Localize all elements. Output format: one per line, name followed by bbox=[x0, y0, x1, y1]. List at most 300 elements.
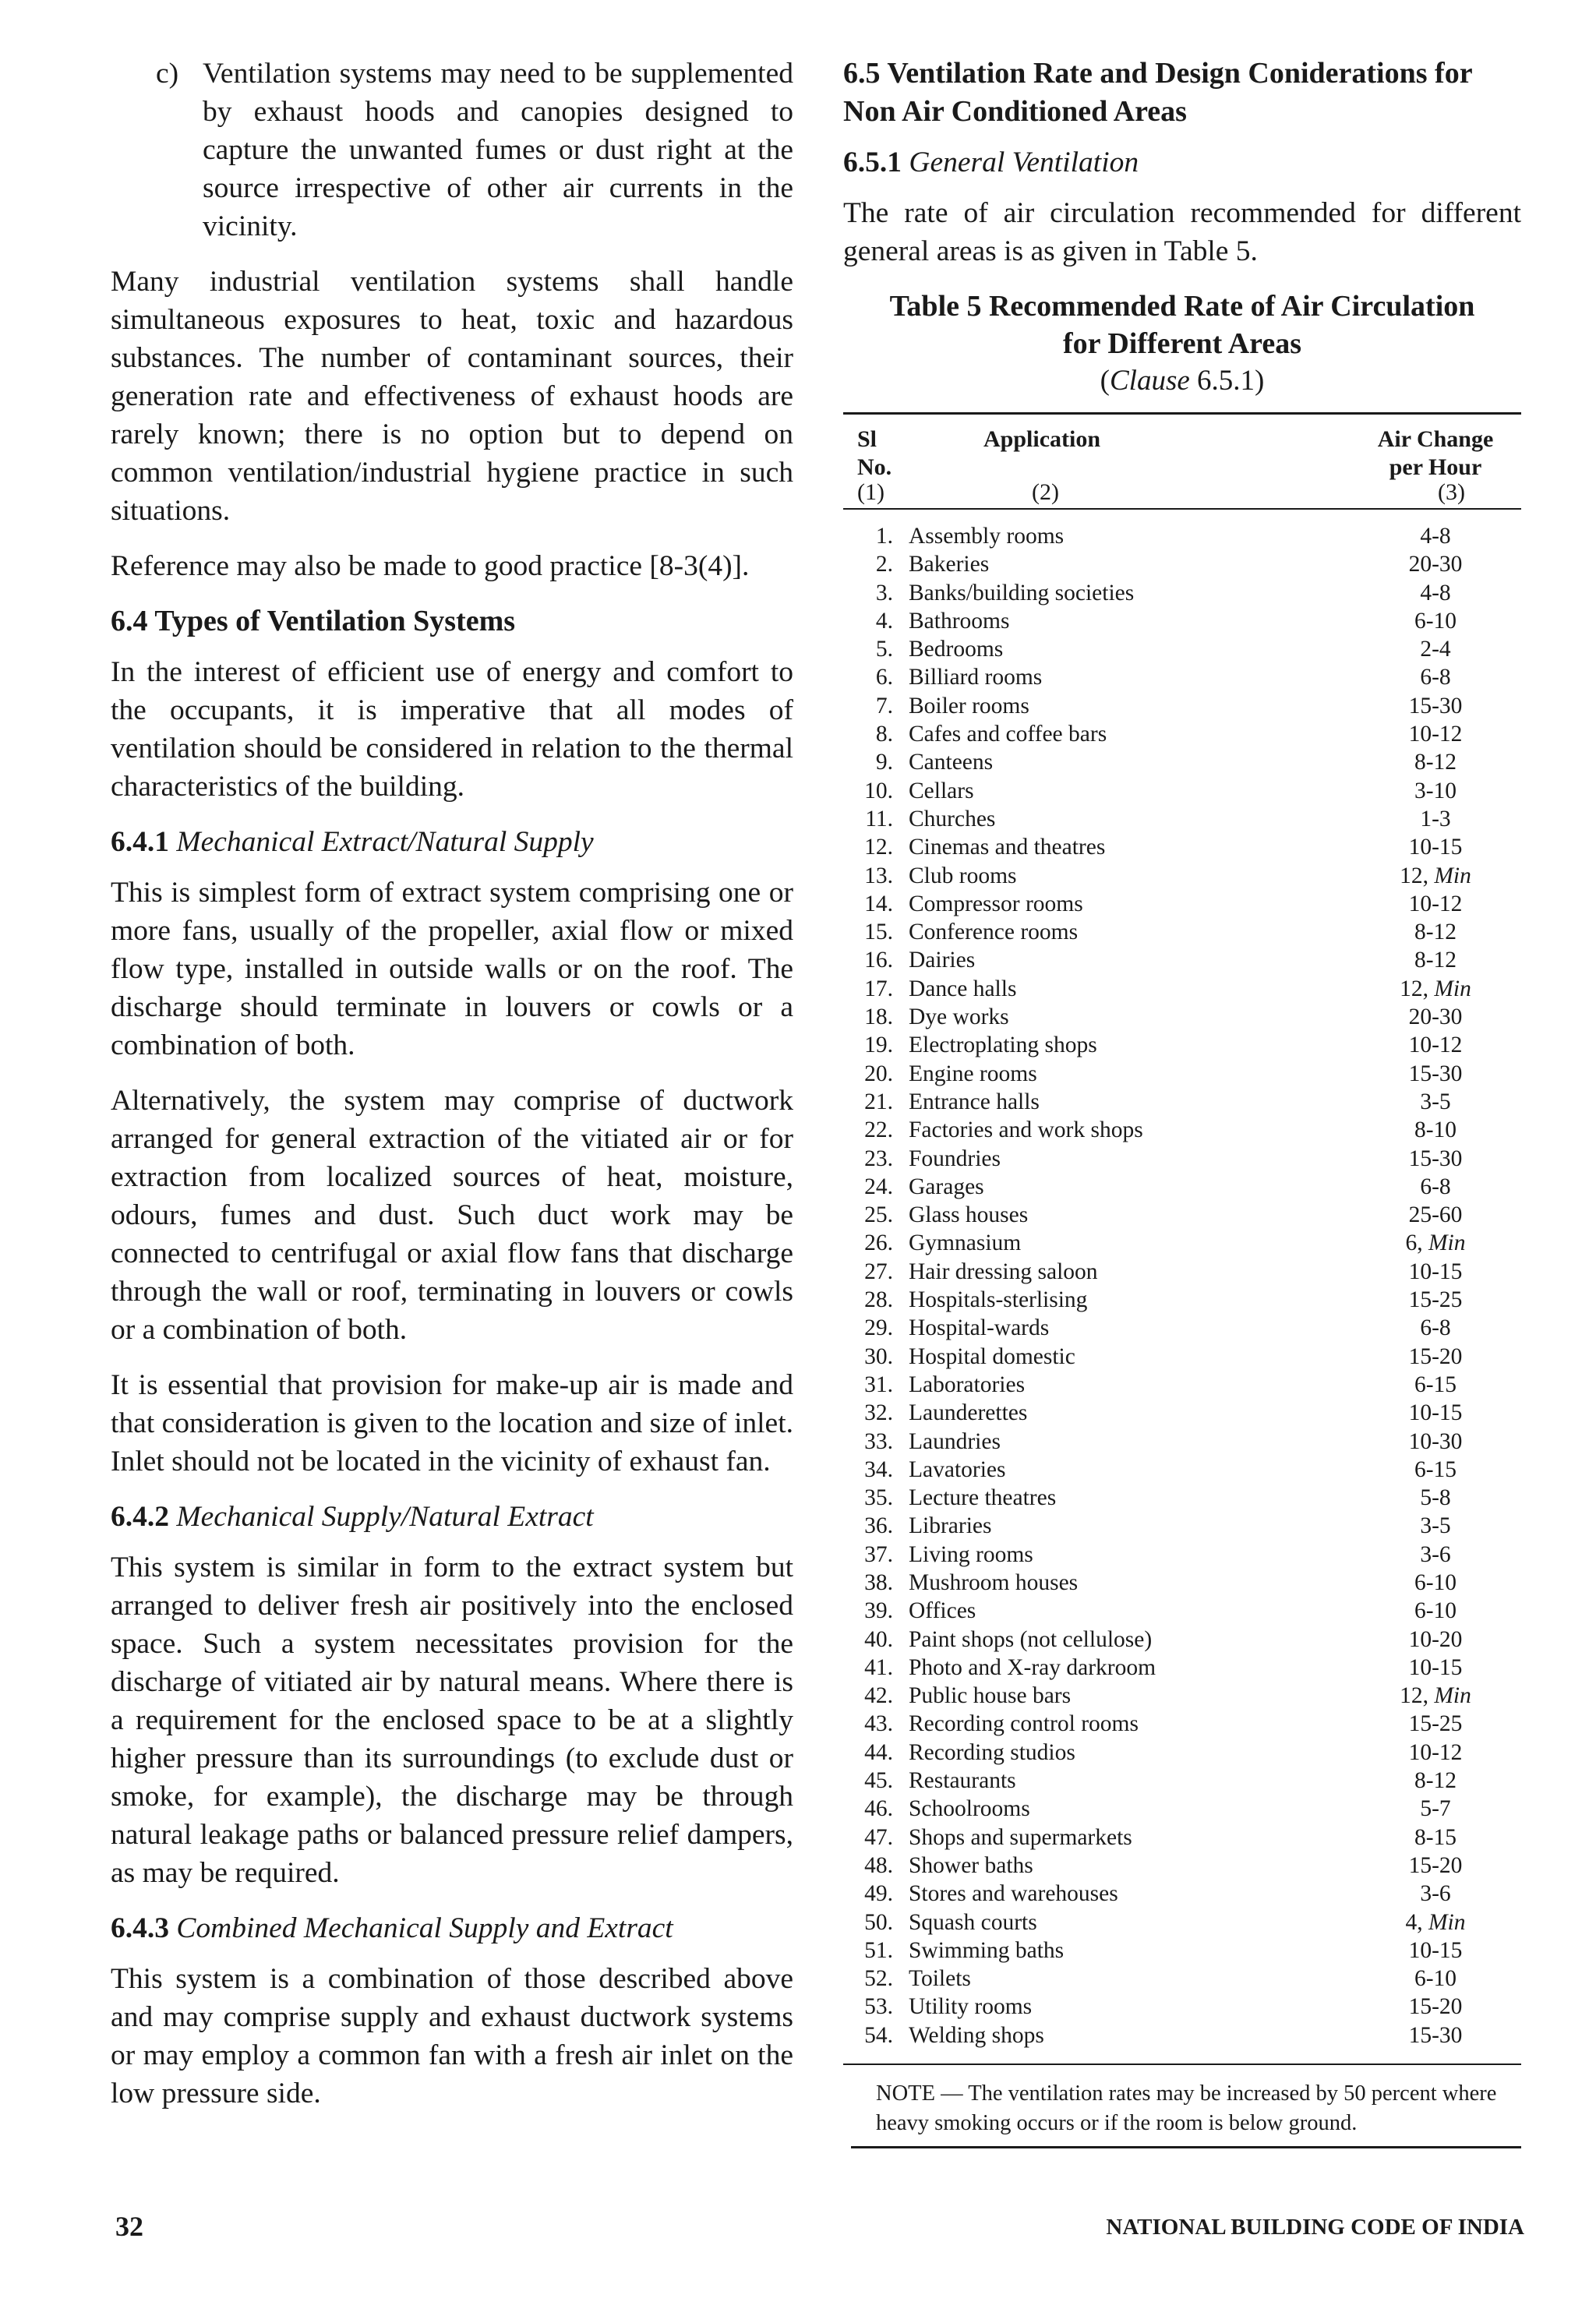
cell-air-change bbox=[1350, 777, 1521, 805]
air-change-value: 12, bbox=[1400, 863, 1428, 888]
table-row bbox=[843, 1682, 1521, 1710]
cell-sl-no: 34. bbox=[864, 1456, 893, 1482]
cell-air-change bbox=[1350, 1512, 1521, 1540]
cell-application: Hospital-wards bbox=[909, 1315, 1050, 1341]
subheading-title: Combined Mechanical Supply and Extract bbox=[176, 1912, 673, 1944]
cell-sl-no: 18. bbox=[864, 1004, 893, 1030]
table-row bbox=[843, 1767, 1521, 1795]
table-row bbox=[843, 1399, 1521, 1427]
table-row bbox=[843, 805, 1521, 833]
cell-air-change bbox=[1350, 579, 1521, 607]
air-change-value: 15-25 bbox=[1408, 1711, 1463, 1737]
cell-air-change bbox=[1350, 1852, 1521, 1880]
cell-sl-no: 21. bbox=[864, 1089, 893, 1114]
air-change-value: 6-10 bbox=[1414, 1598, 1457, 1624]
table-row bbox=[843, 663, 1521, 691]
cell-application: Hair dressing saloon bbox=[909, 1259, 1098, 1284]
cell-sl-no: 35. bbox=[864, 1485, 893, 1511]
cell-air-change bbox=[1350, 1428, 1521, 1456]
air-change-value: 10-12 bbox=[1408, 1739, 1463, 1765]
table-row bbox=[843, 1739, 1521, 1767]
cell-application: Hospitals-sterlising bbox=[909, 1287, 1088, 1313]
cell-air-change bbox=[1350, 805, 1521, 833]
cell-application: Schoolrooms bbox=[909, 1796, 1030, 1822]
cell-air-change bbox=[1350, 1908, 1521, 1936]
cell-air-change bbox=[1350, 918, 1521, 946]
cell-sl-no: 23. bbox=[864, 1146, 893, 1171]
air-change-value: 10-30 bbox=[1408, 1428, 1463, 1454]
cell-air-change bbox=[1350, 1654, 1521, 1682]
cell-application: Bakeries bbox=[909, 552, 990, 577]
cell-air-change bbox=[1350, 1456, 1521, 1484]
cell-application: Shower baths bbox=[909, 1852, 1033, 1878]
air-change-value: 3-10 bbox=[1414, 778, 1457, 803]
cell-sl-no: 29. bbox=[864, 1315, 893, 1341]
subheading-title: Mechanical Supply/Natural Extract bbox=[176, 1501, 594, 1533]
cell-air-change bbox=[1350, 748, 1521, 776]
table-row bbox=[843, 1908, 1521, 1936]
cell-sl-no: 16. bbox=[864, 948, 893, 973]
cell-air-change bbox=[1350, 2021, 1521, 2049]
table-row bbox=[843, 1852, 1521, 1880]
air-change-value: 25-60 bbox=[1408, 1202, 1463, 1228]
air-change-value: 15-30 bbox=[1408, 1061, 1463, 1086]
header-sl-no bbox=[857, 425, 892, 482]
cell-application: Dairies bbox=[909, 948, 976, 973]
cell-application: Paint shops (not cellulose) bbox=[909, 1626, 1153, 1652]
cell-air-change bbox=[1350, 946, 1521, 974]
air-change-value: 1-3 bbox=[1420, 806, 1451, 831]
header-sl: Sl bbox=[857, 426, 877, 452]
table-header bbox=[843, 415, 1521, 508]
air-change-min: Min bbox=[1428, 1230, 1466, 1256]
cell-air-change bbox=[1350, 1993, 1521, 2021]
header-no: No. bbox=[857, 454, 892, 480]
cell-application: Shops and supermarkets bbox=[909, 1824, 1132, 1850]
cell-air-change bbox=[1350, 1936, 1521, 1965]
cell-application: Laboratories bbox=[909, 1372, 1026, 1397]
cell-air-change bbox=[1350, 1003, 1521, 1031]
table-row bbox=[843, 720, 1521, 748]
air-change-value: 10-15 bbox=[1408, 1400, 1463, 1426]
cell-air-change bbox=[1350, 1965, 1521, 1993]
air-change-value: 15-30 bbox=[1408, 2022, 1463, 2048]
left-column bbox=[111, 55, 793, 2130]
subheading-number: 6.4.3 bbox=[111, 1912, 169, 1944]
cell-sl-no: 43. bbox=[864, 1711, 893, 1737]
cell-sl-no: 10. bbox=[864, 778, 893, 803]
cell-application: Garages bbox=[909, 1174, 984, 1199]
cell-application: Stores and warehouses bbox=[909, 1881, 1118, 1907]
air-change-value: 3-6 bbox=[1420, 1541, 1451, 1567]
cell-air-change bbox=[1350, 1060, 1521, 1088]
clause-prefix: Clause bbox=[1109, 365, 1190, 397]
air-change-value: 3-6 bbox=[1420, 1881, 1451, 1907]
cell-air-change bbox=[1350, 975, 1521, 1003]
cell-air-change bbox=[1350, 635, 1521, 663]
table-row bbox=[843, 1936, 1521, 1965]
subheading-title: General Ventilation bbox=[909, 147, 1139, 178]
col-number-1: (1) bbox=[857, 479, 885, 505]
cell-air-change bbox=[1350, 1541, 1521, 1569]
cell-application: Recording studios bbox=[909, 1739, 1075, 1765]
table-row bbox=[843, 1343, 1521, 1371]
cell-sl-no: 28. bbox=[864, 1287, 893, 1313]
table-row bbox=[843, 635, 1521, 663]
paragraph-industrial-ventilation: Many industrial ventilation systems shall handle simultaneous exposures to heat, toxic and hazardous substances. The number of contaminant sources, their generation rate and effectiveness of exhaust hoods are rarely known; there is no option but to depend on common ventilation/industrial hygiene practice in such situations. bbox=[111, 266, 793, 527]
paragraph-supply-system: This system is similar in form to the extract system but arranged to deliver fresh air positively into the enclosed space. Such a system necessitates provision for the discharge of vitiated air by natural means. Where there is a requirement for the enclosed space to be at a slightly higher pressure than its surroundings (to exclude dust or smoke, for example), the discharge may be through natural leakage paths or balanced pressure relief dampers, as may be required. bbox=[111, 1552, 793, 1889]
cell-air-change bbox=[1350, 1201, 1521, 1229]
cell-application: Living rooms bbox=[909, 1541, 1033, 1567]
cell-air-change bbox=[1350, 692, 1521, 720]
air-change-value: 15-30 bbox=[1408, 693, 1463, 718]
air-change-value: 6-8 bbox=[1420, 665, 1451, 690]
table-row bbox=[843, 1512, 1521, 1540]
air-change-value: 10-15 bbox=[1408, 835, 1463, 860]
cell-application: Assembly rooms bbox=[909, 524, 1065, 549]
cell-application: Club rooms bbox=[909, 863, 1017, 888]
subheading-6-4-1 bbox=[111, 823, 793, 861]
table-row bbox=[843, 1145, 1521, 1173]
air-change-value: 12, bbox=[1400, 1683, 1428, 1709]
air-change-value: 15-20 bbox=[1408, 1852, 1463, 1878]
heading-6-4: 6.4 Types of Ventilation Systems bbox=[111, 605, 516, 637]
cell-air-change bbox=[1350, 1710, 1521, 1738]
table-row bbox=[843, 1286, 1521, 1314]
table-row bbox=[843, 777, 1521, 805]
list-item-text: Ventilation systems may need to be supplemented by exhaust hoods and canopies designed to capture the unwanted fumes or dust right at the source irrespective of other air currents in the vicinity. bbox=[203, 58, 793, 242]
cell-sl-no: 4. bbox=[875, 608, 893, 634]
air-change-value: 3-5 bbox=[1420, 1089, 1451, 1114]
cell-application: Compressor rooms bbox=[909, 891, 1083, 916]
cell-application: Squash courts bbox=[909, 1909, 1037, 1935]
cell-sl-no: 44. bbox=[864, 1739, 893, 1765]
header-air-change-line1: Air Change bbox=[1377, 426, 1494, 452]
cell-sl-no: 36. bbox=[864, 1513, 893, 1539]
cell-air-change bbox=[1350, 550, 1521, 578]
table-row bbox=[843, 1823, 1521, 1852]
cell-air-change bbox=[1350, 1880, 1521, 1908]
table-row bbox=[843, 1314, 1521, 1342]
col-number-3: (3) bbox=[1438, 479, 1465, 505]
page-number: 32 bbox=[115, 2211, 143, 2242]
air-change-value: 10-15 bbox=[1408, 1654, 1463, 1680]
air-change-value: 8-12 bbox=[1414, 750, 1457, 775]
cell-application: Lavatories bbox=[909, 1456, 1006, 1482]
note-bottom-rule bbox=[851, 2146, 1521, 2148]
air-change-value: 10-20 bbox=[1408, 1626, 1463, 1652]
cell-sl-no: 9. bbox=[875, 750, 893, 775]
cell-sl-no: 26. bbox=[864, 1230, 893, 1256]
cell-application: Dye works bbox=[909, 1004, 1009, 1030]
table-row bbox=[843, 1795, 1521, 1823]
paragraph-extract-system: This is simplest form of extract system comprising one or more fans, usually of the propeller, axial flow or mixed flow type, installed in outside walls or on the roof. The discharge should terminate in louvers or cowls or a combination of both. bbox=[111, 877, 793, 1061]
cell-sl-no: 22. bbox=[864, 1117, 893, 1143]
air-change-value: 15-20 bbox=[1408, 1994, 1463, 2020]
table-row bbox=[843, 1654, 1521, 1682]
cell-application: Gymnasium bbox=[909, 1230, 1022, 1256]
subheading-title: Mechanical Extract/Natural Supply bbox=[176, 826, 594, 858]
table-row bbox=[843, 1541, 1521, 1569]
air-change-value: 8-12 bbox=[1414, 1768, 1457, 1794]
cell-air-change bbox=[1350, 833, 1521, 861]
air-change-min: Min bbox=[1434, 976, 1471, 1001]
air-change-value: 4-8 bbox=[1420, 580, 1451, 605]
cell-application: Bathrooms bbox=[909, 608, 1010, 634]
cell-sl-no: 7. bbox=[875, 693, 893, 718]
table-row bbox=[843, 1965, 1521, 1993]
cell-application: Bedrooms bbox=[909, 637, 1004, 662]
table-row bbox=[843, 1880, 1521, 1908]
subheading-number: 6.4.2 bbox=[111, 1501, 169, 1533]
cell-air-change bbox=[1350, 1682, 1521, 1710]
cell-application: Boiler rooms bbox=[909, 693, 1029, 718]
cell-sl-no: 27. bbox=[864, 1259, 893, 1284]
table-row bbox=[843, 1088, 1521, 1116]
cell-sl-no: 52. bbox=[864, 1966, 893, 1992]
table-row bbox=[843, 748, 1521, 776]
table-row bbox=[843, 975, 1521, 1003]
cell-air-change bbox=[1350, 1739, 1521, 1767]
table-row bbox=[843, 1710, 1521, 1738]
cell-application: Libraries bbox=[909, 1513, 992, 1539]
cell-application: Electroplating shops bbox=[909, 1033, 1097, 1058]
subheading-number: 6.5.1 bbox=[843, 147, 902, 178]
cell-air-change bbox=[1350, 663, 1521, 691]
air-change-value: 10-12 bbox=[1408, 722, 1463, 747]
cell-air-change bbox=[1350, 1371, 1521, 1399]
cell-sl-no: 46. bbox=[864, 1796, 893, 1822]
air-change-value: 4-8 bbox=[1420, 524, 1451, 549]
cell-air-change bbox=[1350, 1088, 1521, 1116]
cell-sl-no: 40. bbox=[864, 1626, 893, 1652]
cell-sl-no: 37. bbox=[864, 1541, 893, 1567]
cell-sl-no: 13. bbox=[864, 863, 893, 888]
cell-application: Swimming baths bbox=[909, 1937, 1065, 1963]
table-row bbox=[843, 1993, 1521, 2021]
table-row bbox=[843, 2021, 1521, 2049]
table-row bbox=[843, 522, 1521, 550]
table-row bbox=[843, 1484, 1521, 1512]
cell-air-change bbox=[1350, 1286, 1521, 1314]
table-row bbox=[843, 1116, 1521, 1144]
cell-air-change bbox=[1350, 1795, 1521, 1823]
cell-air-change bbox=[1350, 1484, 1521, 1512]
cell-application: Factories and work shops bbox=[909, 1117, 1143, 1143]
cell-sl-no: 30. bbox=[864, 1343, 893, 1369]
cell-sl-no: 54. bbox=[864, 2022, 893, 2048]
cell-application: Mushroom houses bbox=[909, 1569, 1079, 1595]
table-row bbox=[843, 607, 1521, 635]
cell-application: Recording control rooms bbox=[909, 1711, 1139, 1737]
air-change-value: 15-20 bbox=[1408, 1343, 1463, 1369]
cell-application: Public house bars bbox=[909, 1683, 1072, 1709]
cell-application: Cinemas and theatres bbox=[909, 835, 1106, 860]
cell-sl-no: 48. bbox=[864, 1852, 893, 1878]
air-change-min: Min bbox=[1434, 1683, 1471, 1709]
cell-sl-no: 42. bbox=[864, 1683, 893, 1709]
table-row bbox=[843, 1031, 1521, 1059]
subheading-6-4-2 bbox=[111, 1498, 793, 1536]
cell-application: Dance halls bbox=[909, 976, 1017, 1001]
table-row bbox=[843, 692, 1521, 720]
air-change-value: 8-15 bbox=[1414, 1824, 1457, 1850]
cell-application: Conference rooms bbox=[909, 920, 1079, 945]
air-change-value: 8-10 bbox=[1414, 1117, 1457, 1143]
cell-application: Toilets bbox=[909, 1966, 971, 1992]
air-change-value: 6-15 bbox=[1414, 1372, 1457, 1397]
cell-sl-no: 50. bbox=[864, 1909, 893, 1935]
cell-air-change bbox=[1350, 1767, 1521, 1795]
paragraph-energy-comfort: In the interest of efficient use of energy and comfort to the occupants, it is imperative that all modes of ventilation should be considered in relation to the thermal characteristics of the building. bbox=[111, 656, 793, 803]
cell-application: Churches bbox=[909, 806, 996, 831]
table-row bbox=[843, 946, 1521, 974]
cell-sl-no: 20. bbox=[864, 1061, 893, 1086]
air-change-value: 15-25 bbox=[1408, 1287, 1463, 1313]
air-change-value: 4, bbox=[1405, 1909, 1423, 1935]
paragraph-reference: Reference may also be made to good practice [8-3(4)]. bbox=[111, 550, 750, 582]
paragraph-ductwork: Alternatively, the system may comprise of ductwork arranged for general extraction of the vitiated air or for extraction from localized sources of heat, moisture, odours, fumes and dust. Such duct work may be connected to centrifugal or axial flow fans that discharge through the wall or roof, terminating in louvers or cowls or a combination of both. bbox=[111, 1085, 793, 1346]
cell-sl-no: 33. bbox=[864, 1428, 893, 1454]
table-row bbox=[843, 1060, 1521, 1088]
table-row bbox=[843, 579, 1521, 607]
table-row bbox=[843, 918, 1521, 946]
cell-application: Photo and X-ray darkroom bbox=[909, 1654, 1156, 1680]
cell-application: Restaurants bbox=[909, 1768, 1016, 1794]
cell-application: Cafes and coffee bars bbox=[909, 722, 1107, 747]
table-row bbox=[843, 550, 1521, 578]
cell-sl-no: 2. bbox=[875, 552, 893, 577]
cell-sl-no: 41. bbox=[864, 1654, 893, 1680]
cell-application: Welding shops bbox=[909, 2022, 1044, 2048]
table-row bbox=[843, 1626, 1521, 1654]
air-change-value: 5-8 bbox=[1420, 1485, 1451, 1511]
table-row bbox=[843, 1173, 1521, 1201]
cell-application: Engine rooms bbox=[909, 1061, 1037, 1086]
cell-air-change bbox=[1350, 1823, 1521, 1852]
cell-application: Hospital domestic bbox=[909, 1343, 1075, 1369]
cell-air-change bbox=[1350, 607, 1521, 635]
table-row bbox=[843, 1569, 1521, 1597]
air-change-value: 12, bbox=[1400, 976, 1428, 1001]
air-change-min: Min bbox=[1434, 863, 1471, 888]
table-row bbox=[843, 1371, 1521, 1399]
cell-sl-no: 6. bbox=[875, 665, 893, 690]
cell-sl-no: 49. bbox=[864, 1881, 893, 1907]
air-change-value: 3-5 bbox=[1420, 1513, 1451, 1539]
subheading-6-4-3 bbox=[111, 1909, 793, 1947]
cell-air-change bbox=[1350, 1229, 1521, 1257]
paragraph-air-circulation: The rate of air circulation recommended for different general areas is as given in Table 5. bbox=[843, 197, 1521, 267]
table-clause: (Clause 6.5.1) bbox=[1100, 365, 1265, 397]
cell-application: Canteens bbox=[909, 750, 994, 775]
air-change-value: 6-8 bbox=[1420, 1315, 1451, 1341]
cell-application: Laundries bbox=[909, 1428, 1001, 1454]
cell-application: Launderettes bbox=[909, 1400, 1028, 1426]
cell-application: Utility rooms bbox=[909, 1994, 1033, 2020]
cell-air-change bbox=[1350, 720, 1521, 748]
cell-air-change bbox=[1350, 862, 1521, 890]
cell-air-change bbox=[1350, 1569, 1521, 1597]
cell-sl-no: 53. bbox=[864, 1994, 893, 2020]
clause-ref: 6.5.1 bbox=[1197, 365, 1255, 397]
table-note: NOTE — The ventilation rates may be increased by 50 percent where heavy smoking occurs or if the room is below ground. bbox=[876, 2081, 1497, 2136]
cell-air-change bbox=[1350, 890, 1521, 918]
cell-sl-no: 3. bbox=[875, 580, 893, 605]
table-row bbox=[843, 1201, 1521, 1229]
table-row bbox=[843, 862, 1521, 890]
cell-application: Banks/building societies bbox=[909, 580, 1135, 605]
cell-application: Entrance halls bbox=[909, 1089, 1040, 1114]
cell-application: Lecture theatres bbox=[909, 1485, 1057, 1511]
cell-application: Billiard rooms bbox=[909, 665, 1043, 690]
cell-sl-no: 39. bbox=[864, 1598, 893, 1624]
cell-sl-no: 15. bbox=[864, 920, 893, 945]
air-change-value: 6-10 bbox=[1414, 1569, 1457, 1595]
cell-air-change bbox=[1350, 522, 1521, 550]
cell-sl-no: 31. bbox=[864, 1372, 893, 1397]
air-change-value: 6, bbox=[1405, 1230, 1423, 1256]
right-column bbox=[843, 55, 1521, 2148]
cell-sl-no: 14. bbox=[864, 891, 893, 916]
cell-air-change bbox=[1350, 1258, 1521, 1286]
table-row bbox=[843, 890, 1521, 918]
air-change-value: 10-15 bbox=[1408, 1937, 1463, 1963]
air-change-value: 15-30 bbox=[1408, 1146, 1463, 1171]
table-title-line1: Table 5 Recommended Rate of Air Circulation bbox=[889, 290, 1475, 323]
air-change-value: 6-15 bbox=[1414, 1456, 1457, 1482]
subheading-6-5-1 bbox=[843, 143, 1521, 182]
air-change-value: 10-12 bbox=[1408, 891, 1463, 916]
header-application: Application bbox=[983, 426, 1101, 452]
cell-sl-no: 19. bbox=[864, 1033, 893, 1058]
cell-air-change bbox=[1350, 1399, 1521, 1427]
cell-sl-no: 11. bbox=[865, 806, 893, 831]
cell-air-change bbox=[1350, 1597, 1521, 1625]
table-row bbox=[843, 1003, 1521, 1031]
cell-air-change bbox=[1350, 1314, 1521, 1342]
cell-air-change bbox=[1350, 1145, 1521, 1173]
cell-sl-no: 38. bbox=[864, 1569, 893, 1595]
table-row bbox=[843, 1258, 1521, 1286]
table-row bbox=[843, 1428, 1521, 1456]
cell-sl-no: 24. bbox=[864, 1174, 893, 1199]
cell-sl-no: 12. bbox=[864, 835, 893, 860]
table-row bbox=[843, 1229, 1521, 1257]
air-change-value: 6-10 bbox=[1414, 608, 1457, 634]
table-5 bbox=[843, 288, 1521, 2148]
cell-air-change bbox=[1350, 1116, 1521, 1144]
air-change-value: 10-12 bbox=[1408, 1033, 1463, 1058]
list-item-c bbox=[111, 55, 793, 245]
paragraph-make-up-air: It is essential that provision for make-up air is made and that consideration is given to the location and size of inlet. Inlet should not be located in the vicinity of exhaust fan. bbox=[111, 1369, 793, 1477]
table-body bbox=[843, 510, 1521, 2064]
cell-air-change bbox=[1350, 1173, 1521, 1201]
cell-sl-no: 8. bbox=[875, 722, 893, 747]
cell-application: Offices bbox=[909, 1598, 976, 1624]
col-number-2: (2) bbox=[1032, 479, 1059, 505]
cell-sl-no: 32. bbox=[864, 1400, 893, 1426]
table-title-line2: for Different Areas bbox=[1062, 327, 1302, 360]
table-row bbox=[843, 1597, 1521, 1625]
air-change-value: 20-30 bbox=[1408, 1004, 1463, 1030]
air-change-value: 10-15 bbox=[1408, 1259, 1463, 1284]
cell-application: Foundries bbox=[909, 1146, 1001, 1171]
subheading-number: 6.4.1 bbox=[111, 826, 169, 858]
air-change-min: Min bbox=[1428, 1909, 1466, 1935]
cell-sl-no: 5. bbox=[875, 637, 893, 662]
cell-air-change bbox=[1350, 1626, 1521, 1654]
